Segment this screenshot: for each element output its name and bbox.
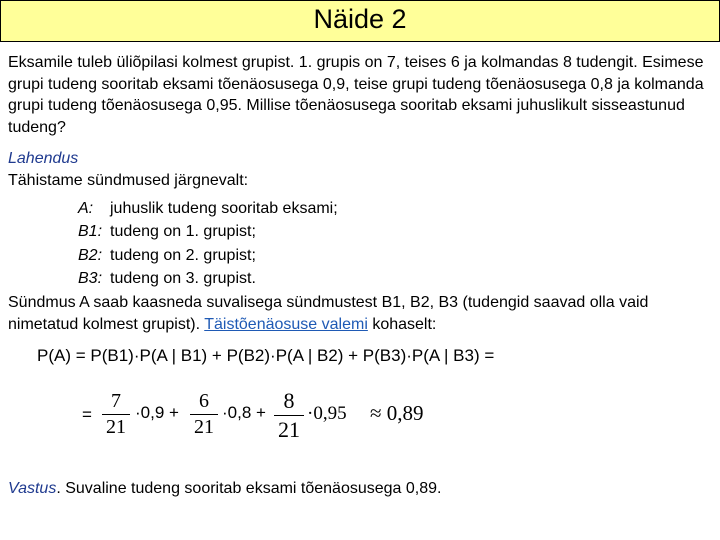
fraction-1: [102, 390, 130, 439]
formula-line-1: P(A) = P(B1)·P(A | B1) + P(B2)·P(A | B2) + P(B3)·P(A | B3) =: [37, 346, 495, 365]
multiplier-3: ·0,95: [307, 403, 347, 424]
answer-text: . Suvaline tudeng sooritab eksami tõenäosusega 0,89.: [56, 480, 442, 497]
fraction-numerator: 8: [283, 388, 295, 413]
fraction-denominator: 21: [278, 417, 300, 442]
slide-title: Näide 2: [313, 4, 407, 34]
fraction-numerator: 6: [199, 390, 209, 412]
solution-section: [8, 148, 248, 191]
fraction-2: [190, 390, 218, 439]
answer: [8, 480, 441, 498]
total-probability-link[interactable]: Täistõenäosuse valemi: [204, 315, 368, 333]
equals-sign: =: [82, 405, 92, 424]
fraction-denominator: 21: [194, 416, 214, 438]
multiplier-1: ·0,9 +: [135, 403, 179, 422]
answer-label: Vastus: [8, 480, 57, 497]
approx-result: ≈ 0,89: [370, 401, 424, 425]
explanation-text: Sündmus A saab kaasneda suvalisega sündmustest B1, B2, B3 (tudengid saavad olla vaid nimetatud kolmest grupist).: [8, 294, 649, 333]
fraction-numerator: 7: [111, 390, 121, 412]
event-label: A:: [78, 200, 94, 217]
explanation-tail: kohaselt:: [372, 315, 437, 333]
solution-label: Lahendus: [8, 150, 79, 167]
fraction-bar: [274, 415, 304, 416]
event-label: B1:: [78, 223, 103, 241]
fraction-bar: [190, 414, 218, 415]
multiplier-2: ·0,8 +: [222, 403, 266, 422]
event-text: juhuslik tudeng sooritab eksami;: [110, 200, 338, 217]
event-text: tudeng on 2. grupist;: [110, 246, 256, 264]
problem-statement: Eksamile tuleb üliõpilasi kolmest grupist. 1. grupis on 7, teises 6 ja kolmandas 8 tudengit. Esimese grupi tudeng sooritab eksami tõenäosusega 0,9, teise grupi tudeng tõenäosusega 0,8 ja kolmanda grupi tudeng tõenäosusega 0,95. Millise tõenäosusega sooritab eksami juhuslikult sisseastunud tudeng?: [8, 54, 704, 136]
fraction-bar: [102, 414, 130, 415]
event-label: B2:: [78, 246, 103, 264]
fraction-3: [274, 388, 304, 443]
event-text: tudeng on 1. grupist;: [110, 223, 256, 241]
event-label: B3:: [78, 269, 103, 287]
explanation: [8, 292, 720, 335]
fraction-denominator: 21: [106, 416, 126, 438]
event-text: tudeng on 3. grupist.: [110, 269, 256, 287]
events-intro: Tähistame sündmused järgnevalt:: [8, 171, 249, 189]
title-bar: [0, 0, 720, 42]
